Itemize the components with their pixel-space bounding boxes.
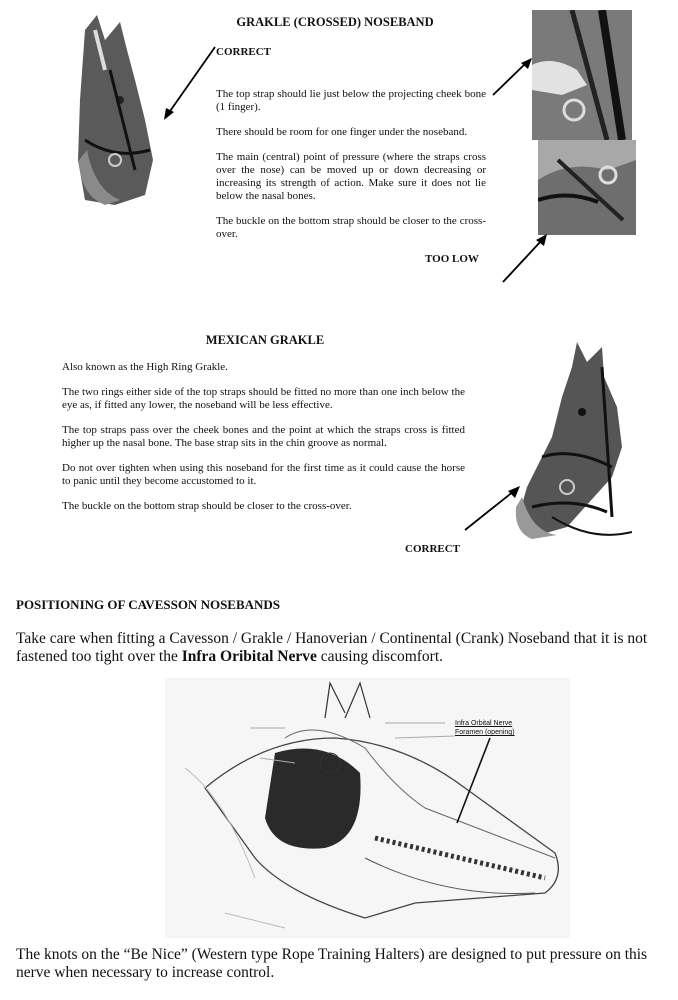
mexican-para-2: The two rings either side of the top straps should be fitted no more than one inch below the eye as, if fitted any lower, the noseband will be less effective.	[62, 386, 465, 411]
cavesson-closing: The knots on the “Be Nice” (Western type Rope Training Halters) are designed to put pressure on this nerve when necessary to increase control.	[16, 946, 648, 981]
arrow-too-low	[500, 230, 550, 285]
mexican-para-5: The buckle on the bottom strap should be closer to the cross-over.	[62, 500, 352, 512]
grakle-correct-label: CORRECT	[216, 46, 272, 58]
grakle-para-3: The main (central) point of pressure (where the straps cross over the nose) can be moved up or down decreasing or increasing its strength of action. Make sure it does not lie below the nasal bones.	[216, 151, 486, 202]
grakle-title: GRAKLE (CROSSED) NOSEBAND	[236, 15, 434, 29]
cavesson-intro-before: Take care when fitting a Cavesson / Grakle / Hanoverian / Continental (Crank) Noseband that it is not fastened too tight over the	[16, 630, 648, 665]
horse-photo-grakle-correct	[75, 10, 170, 210]
grakle-too-low-label: TOO LOW	[425, 253, 479, 265]
grakle-text	[216, 88, 486, 253]
horse-photo-mexican-correct	[512, 337, 632, 542]
grakle-para-4: The buckle on the bottom strap should be closer to the cross-over.	[216, 215, 486, 240]
arrow-correct-left	[160, 42, 220, 122]
cavesson-intro-bold: Infra Oribital Nerve	[181, 648, 317, 665]
diagram-label-foramen: Foramen (opening)	[455, 729, 515, 736]
skull-diagram	[165, 678, 570, 938]
mexican-correct-label: CORRECT	[405, 543, 461, 555]
cavesson-intro	[16, 630, 666, 666]
mexican-title: MEXICAN GRAKLE	[205, 333, 325, 347]
mexican-para-4: Do not over tighten when using this noseband for the first time as it could cause the horse to panic until they become accustomed to it.	[62, 462, 465, 487]
arrow-top-right	[490, 55, 535, 100]
diagram-label-nerve: Infra Orbital Nerve	[455, 720, 513, 727]
grakle-para-1: The top strap should lie just below the projecting cheek bone (1 finger).	[216, 88, 486, 113]
mexican-para-1: Also known as the High Ring Grakle.	[62, 361, 228, 373]
arrow-mexican-correct	[462, 482, 522, 534]
cavesson-intro-after: causing discomfort.	[316, 648, 444, 665]
grakle-para-2: There should be room for one finger under the noseband.	[216, 126, 468, 138]
horse-photo-finger-check	[532, 10, 632, 140]
cavesson-heading: POSITIONING OF CAVESSON NOSEBANDS	[16, 597, 281, 612]
mexican-text	[62, 361, 465, 525]
horse-photo-too-low	[538, 140, 636, 235]
mexican-para-3: The top straps pass over the cheek bones and the point at which the straps cross is fitted higher up the nasal bone. The base strap sits in the chin groove as normal.	[62, 424, 465, 449]
